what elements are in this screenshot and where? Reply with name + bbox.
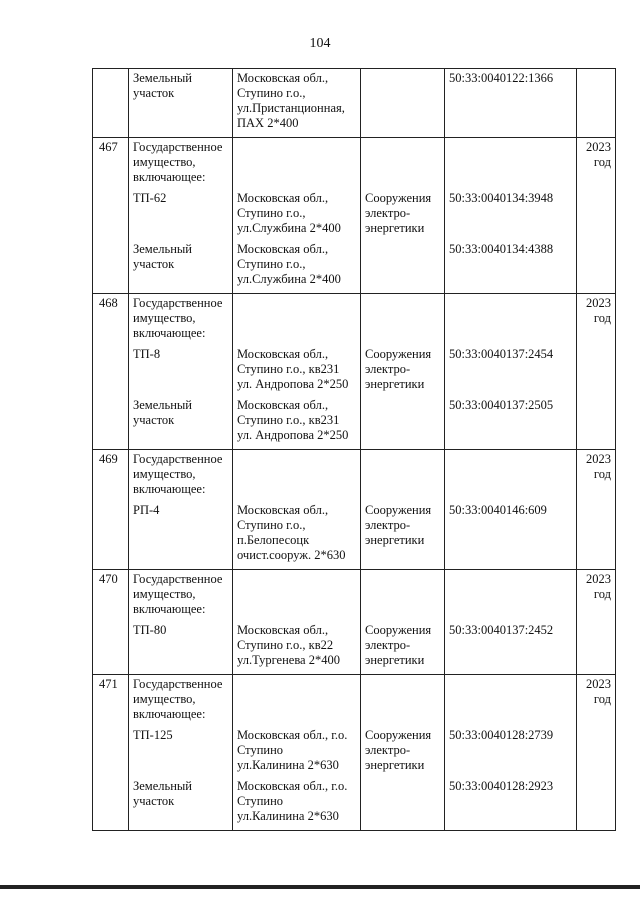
row-number-cell (93, 392, 129, 450)
address-cell: Московская обл., Ступино г.о., ул.Службина 2*400 (233, 185, 361, 236)
object-name-cell: ТП-125 (129, 722, 233, 773)
cadastral-number-cell: 50:33:0040137:2505 (445, 392, 577, 450)
cadastral-number-cell (445, 294, 577, 342)
table-row (93, 450, 616, 498)
table-row (93, 675, 616, 723)
cadastral-number-cell: 50:33:0040134:4388 (445, 236, 577, 294)
year-cell: 2023 год (577, 675, 616, 723)
year-cell: 2023 год (577, 294, 616, 342)
year-cell (577, 392, 616, 450)
cadastral-number-cell (445, 675, 577, 723)
object-name-cell: Государственное имущество, включающее: (129, 138, 233, 186)
cadastral-number-cell (445, 570, 577, 618)
object-name-cell: Государственное имущество, включающее: (129, 675, 233, 723)
object-name-cell: Земельный участок (129, 236, 233, 294)
object-name-cell: Государственное имущество, включающее: (129, 294, 233, 342)
cadastral-number-cell: 50:33:0040128:2739 (445, 722, 577, 773)
address-cell: Московская обл., Ступино г.о., кв231 ул. Андропова 2*250 (233, 341, 361, 392)
table-row (93, 69, 616, 138)
address-cell: Московская обл., Ступино г.о., ул.Службина 2*400 (233, 236, 361, 294)
table-row (93, 138, 616, 186)
object-name-cell: ТП-8 (129, 341, 233, 392)
row-number-cell: 467 (93, 138, 129, 186)
address-cell: Московская обл., Ступино г.о., кв231 ул. Андропова 2*250 (233, 392, 361, 450)
property-register-table (92, 68, 616, 831)
object-name-cell: Земельный участок (129, 392, 233, 450)
object-name-cell: ТП-80 (129, 617, 233, 675)
year-cell (577, 773, 616, 831)
object-type-cell (361, 69, 445, 138)
row-number-cell (93, 185, 129, 236)
table-row (93, 497, 616, 570)
cadastral-number-cell: 50:33:0040137:2452 (445, 617, 577, 675)
row-number-cell (93, 69, 129, 138)
object-type-cell: Сооружения электро- энергетики (361, 341, 445, 392)
table-row (93, 392, 616, 450)
object-name-cell: ТП-62 (129, 185, 233, 236)
cadastral-number-cell (445, 138, 577, 186)
object-name-cell: РП-4 (129, 497, 233, 570)
year-cell: 2023 год (577, 138, 616, 186)
object-name-cell: Государственное имущество, включающее: (129, 450, 233, 498)
table-row (93, 294, 616, 342)
year-cell (577, 341, 616, 392)
cadastral-number-cell: 50:33:0040128:2923 (445, 773, 577, 831)
year-cell (577, 236, 616, 294)
row-number-cell: 468 (93, 294, 129, 342)
row-number-cell: 470 (93, 570, 129, 618)
object-type-cell: Сооружения электро- энергетики (361, 497, 445, 570)
address-cell: Московская обл., г.о. Ступино ул.Калинина 2*630 (233, 773, 361, 831)
address-cell (233, 450, 361, 498)
table-row (93, 617, 616, 675)
row-number-cell (93, 341, 129, 392)
cadastral-number-cell: 50:33:0040146:609 (445, 497, 577, 570)
address-cell (233, 570, 361, 618)
object-type-cell (361, 294, 445, 342)
row-number-cell (93, 722, 129, 773)
object-name-cell: Земельный участок (129, 69, 233, 138)
object-type-cell: Сооружения электро- энергетики (361, 722, 445, 773)
register-body (93, 69, 616, 831)
row-number-cell (93, 236, 129, 294)
page-number: 104 (309, 36, 331, 51)
bottom-rule (0, 885, 640, 889)
year-cell: 2023 год (577, 570, 616, 618)
object-type-cell (361, 570, 445, 618)
year-cell (577, 617, 616, 675)
object-type-cell: Сооружения электро- энергетики (361, 617, 445, 675)
row-number-cell: 469 (93, 450, 129, 498)
object-name-cell: Государственное имущество, включающее: (129, 570, 233, 618)
table-row (93, 185, 616, 236)
year-cell (577, 722, 616, 773)
cadastral-number-cell (445, 450, 577, 498)
address-cell: Московская обл., Ступино г.о., кв22 ул.Тургенева 2*400 (233, 617, 361, 675)
object-type-cell: Сооружения электро- энергетики (361, 185, 445, 236)
object-name-cell: Земельный участок (129, 773, 233, 831)
year-cell (577, 69, 616, 138)
row-number-cell (93, 497, 129, 570)
row-number-cell: 471 (93, 675, 129, 723)
table-row (93, 773, 616, 831)
object-type-cell (361, 773, 445, 831)
address-cell (233, 138, 361, 186)
cadastral-number-cell: 50:33:0040137:2454 (445, 341, 577, 392)
table-row (93, 722, 616, 773)
object-type-cell (361, 675, 445, 723)
year-cell (577, 185, 616, 236)
row-number-cell (93, 773, 129, 831)
address-cell: Московская обл., Ступино г.о., ул.Пристанционная, ПАХ 2*400 (233, 69, 361, 138)
cadastral-number-cell: 50:33:0040134:3948 (445, 185, 577, 236)
cadastral-number-cell: 50:33:0040122:1366 (445, 69, 577, 138)
object-type-cell (361, 450, 445, 498)
address-cell (233, 294, 361, 342)
table-row (93, 341, 616, 392)
table-row (93, 570, 616, 618)
year-cell (577, 497, 616, 570)
address-cell: Московская обл., Ступино г.о., п.Белопесоцк очист.сооруж. 2*630 (233, 497, 361, 570)
address-cell (233, 675, 361, 723)
object-type-cell (361, 236, 445, 294)
object-type-cell (361, 138, 445, 186)
address-cell: Московская обл., г.о. Ступино ул.Калинина 2*630 (233, 722, 361, 773)
year-cell: 2023 год (577, 450, 616, 498)
table-row (93, 236, 616, 294)
row-number-cell (93, 617, 129, 675)
object-type-cell (361, 392, 445, 450)
